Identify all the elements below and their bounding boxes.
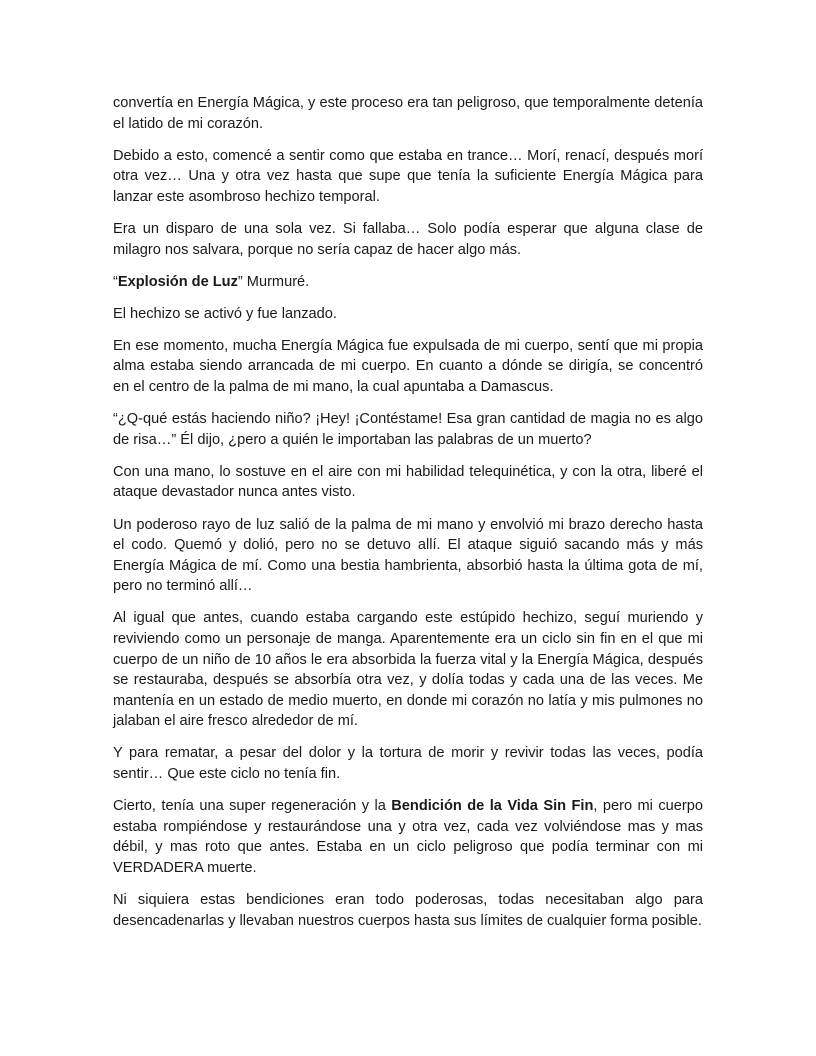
spell-name: Explosión de Luz [117,273,238,290]
paragraph: Y para rematar, a pesar del dolor y la tortura de morir y revivir todas las veces, podía sentir… Que este ciclo no tenía fin. [113,745,703,783]
document-page [113,93,703,943]
paragraph: Ni siquiera estas bendiciones eran todo poderosas, todas necesitaban algo para desencadenarlas y llevaban nuestros cuerpos hasta sus límites de cualquier forma posible. [113,892,703,929]
paragraph: Al igual que antes, cuando estaba cargando este estúpido hechizo, seguí muriendo y reviviendo como un personaje de manga. Aparentemente era un ciclo sin fin en el que mi cuerpo de un niño de 10 años le era absorbida la fuerza vital y la Energía Mágica, después se restauraba, después se absorbía otra vez, y dolía todas y cada una de las veces. Me mantenía en un estado de medio muerto, en donde mi corazón no latía y mis pulmones no jalaban el aire fresco alrededor de mí. [113,610,703,730]
paragraph: El hechizo se activó y fue lanzado. [113,305,337,322]
paragraph: Con una mano, lo sostuve en el aire con mi habilidad telequinética, y con la otra, liberé el ataque devastador nunca antes visto. [113,463,703,501]
paragraph: Debido a esto, comencé a sentir como que estaba en trance… Morí, renací, después morí otra vez… Una y otra vez hasta que supe que tenía la suficiente Energía Mágica para lanzar este asombroso hechizo temporal. [113,147,703,205]
paragraph: convertía en Energía Mágica, y este proceso era tan peligroso, que temporalmente detenía el latido de mi corazón. [113,95,703,132]
spell-incantation [113,272,703,293]
blessing-after: , pero mi cuerpo estaba rompiéndose y restaurándose una y otra vez, cada vez volviéndose mas y mas débil, y mas roto que antes. Estaba en un ciclo peligroso que podía terminar con mi VERDADERA muerte. [113,798,703,876]
blessing-name: Bendición de la Vida Sin Fin [391,798,594,815]
paragraph: En ese momento, mucha Energía Mágica fue expulsada de mi cuerpo, sentí que mi propia alma estaba siendo arrancada de mi cuerpo. En cuanto a dónde se dirigía, se concentró en el centro de la palma de mi mano, la cual apuntaba a Damascus. [113,337,703,396]
paragraph: Era un disparo de una sola vez. Si fallaba… Solo podía esperar que alguna clase de milagro nos salvara, porque no sería capaz de hacer algo más. [113,220,703,258]
open-quote: “ [113,273,118,290]
incantation-rest: ” Murmuré. [237,273,310,290]
paragraph: “¿Q-qué estás haciendo niño? ¡Hey! ¡Contéstame! Esa gran cantidad de magia no es algo de risa…” Él dijo, ¿pero a quién le importaban las palabras de un muerto? [113,411,703,448]
blessing-before: Cierto, tenía una super regeneración y la [113,798,392,815]
paragraph: Un poderoso rayo de luz salió de la palma de mi mano y envolvió mi brazo derecho hasta el codo. Quemó y dolió, pero no se detuvo allí. El ataque siguió sacando más y más Energía Mágica de mí. Como una bestia hambrienta, absorbió hasta la última gota de mí, pero no terminó allí… [113,516,703,595]
paragraph-blessing [113,796,703,878]
